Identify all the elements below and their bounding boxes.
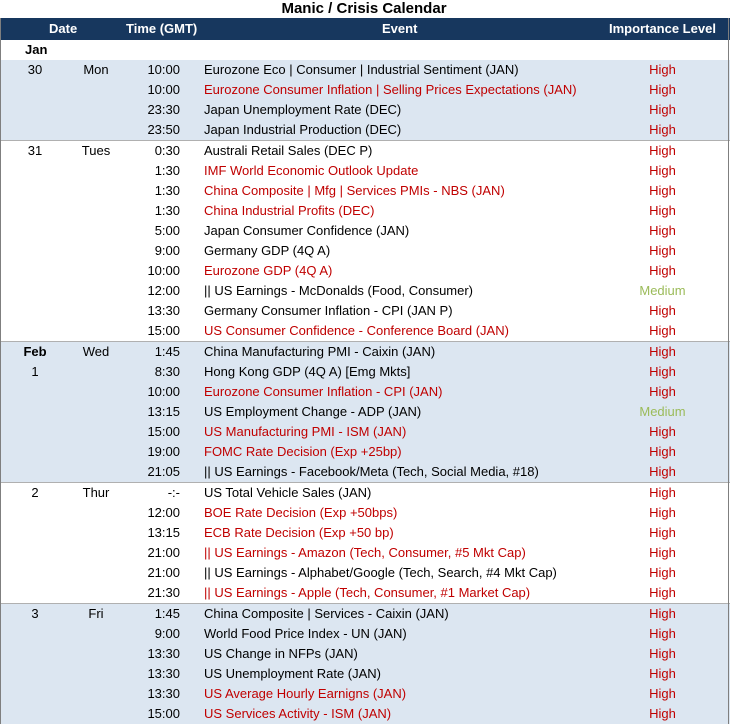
row-event: || US Earnings - Facebook/Meta (Tech, Social Media, #18) [204,464,539,479]
table-row [0,221,730,241]
row-importance: High [649,384,676,399]
row-date: 31 [27,143,43,158]
row-event: US Total Vehicle Sales (JAN) [204,485,372,500]
table-row [0,362,730,382]
table-row [0,281,730,301]
row-time: 1:45 [154,344,180,359]
row-event: FOMC Rate Decision (Exp +25bp) [204,444,402,459]
table-row [0,321,730,341]
table-row [0,684,730,704]
row-time: 12:00 [147,283,180,298]
table-row [0,301,730,321]
table-row [0,181,730,201]
table-row [0,704,730,724]
row-day: Tues [81,143,111,158]
row-time: 9:00 [154,626,180,641]
row-time: 5:00 [154,223,180,238]
row-day: Mon [83,62,109,77]
row-importance: High [649,485,676,500]
row-importance: High [649,122,676,137]
row-event: || US Earnings - Alphabet/Google (Tech, Search, #4 Mkt Cap) [204,565,557,580]
row-importance: High [649,424,676,439]
row-importance: High [649,464,676,479]
row-event: Eurozone GDP (4Q A) [204,263,333,278]
row-event: Eurozone Consumer Inflation - CPI (JAN) [204,384,443,399]
row-importance: High [649,565,676,580]
row-time: 13:15 [147,404,180,419]
row-importance: High [649,183,676,198]
row-time: 1:30 [154,183,180,198]
row-time: 10:00 [147,82,180,97]
row-time: 13:30 [147,646,180,661]
table-row [0,382,730,402]
row-event: US Change in NFPs (JAN) [204,646,358,661]
row-time: 23:50 [147,122,180,137]
row-importance: Medium [639,283,686,298]
row-importance: High [649,646,676,661]
table-row [0,241,730,261]
row-event: BOE Rate Decision (Exp +50bps) [204,505,398,520]
table-row [0,644,730,664]
row-event: Australi Retail Sales (DEC P) [204,143,373,158]
row-event: China Composite | Mfg | Services PMIs - NBS (JAN) [204,183,505,198]
header-importance: Importance Level [609,21,716,36]
row-date: 1 [31,364,39,379]
header-time: Time (GMT) [126,21,198,36]
table-row [0,523,730,543]
row-time: 1:45 [154,606,180,621]
row-importance: High [649,626,676,641]
row-time: 19:00 [147,444,180,459]
row-event: Germany Consumer Inflation - CPI (JAN P) [204,303,453,318]
row-time: 13:30 [147,303,180,318]
row-event: China Manufacturing PMI - Caixin (JAN) [204,344,436,359]
row-event: US Manufacturing PMI - ISM (JAN) [204,424,407,439]
row-time: 21:00 [147,565,180,580]
row-time: 1:30 [154,203,180,218]
table-header [0,18,730,40]
row-time: 10:00 [147,62,180,77]
row-time: 13:30 [147,686,180,701]
row-time: 10:00 [147,263,180,278]
row-importance: High [649,323,676,338]
table-row [0,60,730,80]
header-date: Date [49,21,78,36]
table-row [0,201,730,221]
row-event: US Unemployment Rate (JAN) [204,666,381,681]
row-event: China Composite | Services - Caixin (JAN) [204,606,449,621]
row-time: 1:30 [154,163,180,178]
row-importance: High [649,585,676,600]
table-row [0,462,730,482]
row-importance: High [649,263,676,278]
table-row [0,583,730,603]
row-time: 10:00 [147,384,180,399]
row-event: Japan Industrial Production (DEC) [204,122,402,137]
row-importance: High [649,545,676,560]
row-event: US Employment Change - ADP (JAN) [204,404,422,419]
row-time: 9:00 [154,243,180,258]
calendar-body [0,60,730,724]
table-row [0,422,730,442]
row-importance: High [649,223,676,238]
row-event: Hong Kong GDP (4Q A) [Emg Mkts] [204,364,411,379]
row-importance: High [649,62,676,77]
row-importance: High [649,163,676,178]
row-event: US Average Hourly Earnigns (JAN) [204,686,407,701]
row-day: Fri [88,606,104,621]
row-time: 13:15 [147,525,180,540]
row-time: 15:00 [147,424,180,439]
row-time: 12:00 [147,505,180,520]
row-event: US Services Activity - ISM (JAN) [204,706,392,721]
row-event: China Industrial Profits (DEC) [204,203,375,218]
row-date: Feb [23,344,47,359]
row-time: -:- [167,485,180,500]
row-date: 30 [27,62,43,77]
row-event: World Food Price Index - UN (JAN) [204,626,407,641]
table-row [0,100,730,120]
row-event: Japan Unemployment Rate (DEC) [204,102,402,117]
table-row [0,503,730,523]
row-event: IMF World Economic Outlook Update [204,163,419,178]
row-event: ECB Rate Decision (Exp +50 bp) [204,525,394,540]
table-row [0,120,730,140]
row-event: || US Earnings - McDonalds (Food, Consumer) [204,283,474,298]
table-row [0,161,730,181]
header-event: Event [382,21,418,36]
row-time: 23:30 [147,102,180,117]
row-event: || US Earnings - Apple (Tech, Consumer, #1 Market Cap) [204,585,531,600]
row-importance: High [649,344,676,359]
row-importance: High [649,606,676,621]
row-event: Germany GDP (4Q A) [204,243,331,258]
row-date: 3 [31,606,39,621]
row-time: 21:05 [147,464,180,479]
row-importance: High [649,243,676,258]
table-row [0,664,730,684]
row-event: Eurozone Consumer Inflation | Selling Prices Expectations (JAN) [204,82,577,97]
row-time: 15:00 [147,706,180,721]
table-row [0,604,730,624]
row-time: 15:00 [147,323,180,338]
table-row [0,483,730,503]
row-importance: High [649,444,676,459]
row-event: US Consumer Confidence - Conference Board (JAN) [204,323,509,338]
row-time: 21:00 [147,545,180,560]
table-row [0,543,730,563]
table-row [0,80,730,100]
row-importance: High [649,666,676,681]
table-row [0,261,730,281]
row-event: Eurozone Eco | Consumer | Industrial Sentiment (JAN) [204,62,519,77]
right-border [728,18,729,724]
row-importance: High [649,706,676,721]
row-day: Wed [82,344,110,359]
table-row [0,342,730,362]
row-importance: High [649,686,676,701]
row-importance: High [649,505,676,520]
row-event: || US Earnings - Amazon (Tech, Consumer, #5 Mkt Cap) [204,545,526,560]
row-date: 2 [31,485,39,500]
table-row [0,624,730,644]
row-time: 8:30 [154,364,180,379]
row-importance: High [649,303,676,318]
row-time: 0:30 [154,143,180,158]
row-importance: High [649,82,676,97]
table-row [0,402,730,422]
table-row [0,442,730,462]
row-importance: Medium [639,404,686,419]
table-row [0,563,730,583]
row-time: 21:30 [147,585,180,600]
row-day: Thur [82,485,110,500]
row-time: 13:30 [147,666,180,681]
row-importance: High [649,525,676,540]
month-label-jan: Jan [25,42,48,57]
table-row [0,141,730,161]
row-importance: High [649,203,676,218]
row-importance: High [649,364,676,379]
left-border [0,18,1,724]
row-importance: High [649,143,676,158]
page-title: Manic / Crisis Calendar [281,0,447,17]
row-event: Japan Consumer Confidence (JAN) [204,223,410,238]
row-importance: High [649,102,676,117]
